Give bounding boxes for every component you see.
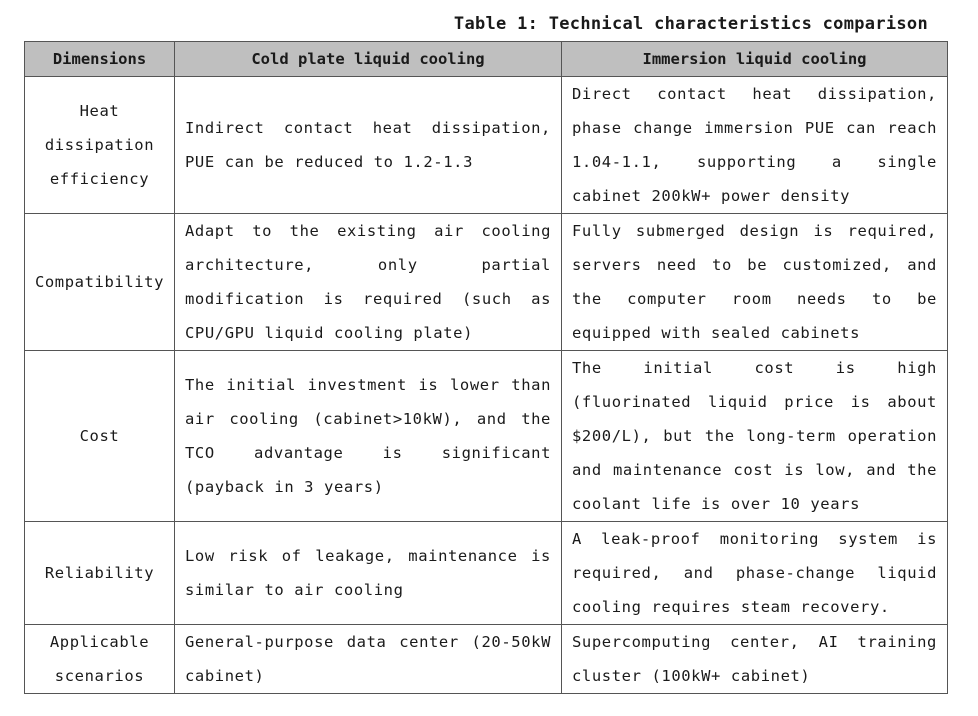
table-row [25, 625, 948, 694]
immersion-cell: Direct contact heat dissipation, phase change immersion PUE can reach 1.04-1.1, supporting a single cabinet 200kW+ power density [562, 77, 948, 214]
cold-plate-cell: The initial investment is lower than air cooling (cabinet>10kW), and the TCO advantage is significant (payback in 3 years) [175, 351, 562, 522]
table-row [25, 351, 948, 522]
immersion-cell: The initial cost is high (fluorinated liquid price is about $200/L), but the long-term operation and maintenance cost is low, and the coolant life is over 10 years [562, 351, 948, 522]
header-dimensions: Dimensions [25, 42, 175, 77]
dimension-cell: Cost [25, 351, 175, 522]
immersion-cell: A leak-proof monitoring system is required, and phase-change liquid cooling requires steam recovery. [562, 522, 948, 625]
header-cold-plate: Cold plate liquid cooling [175, 42, 562, 77]
immersion-cell: Supercomputing center, AI training cluster (100kW+ cabinet) [562, 625, 948, 694]
dimension-cell: Reliability [25, 522, 175, 625]
immersion-cell: Fully submerged design is required, servers need to be customized, and the computer room needs to be equipped with sealed cabinets [562, 214, 948, 351]
dimension-cell: Compatibility [25, 214, 175, 351]
cold-plate-cell: Low risk of leakage, maintenance is similar to air cooling [175, 522, 562, 625]
table-row [25, 77, 948, 214]
cold-plate-cell: Adapt to the existing air cooling architecture, only partial modification is required (such as CPU/GPU liquid cooling plate) [175, 214, 562, 351]
dimension-cell: Applicable scenarios [25, 625, 175, 694]
header-row [25, 42, 948, 77]
cold-plate-cell: Indirect contact heat dissipation, PUE can be reduced to 1.2-1.3 [175, 77, 562, 214]
cold-plate-cell: General-purpose data center (20-50kW cabinet) [175, 625, 562, 694]
table-row [25, 214, 948, 351]
dimension-cell: Heat dissipation efficiency [25, 77, 175, 214]
table-caption: Table 1: Technical characteristics comparison [453, 14, 928, 34]
comparison-table [24, 41, 948, 694]
table-row [25, 522, 948, 625]
header-immersion: Immersion liquid cooling [562, 42, 948, 77]
